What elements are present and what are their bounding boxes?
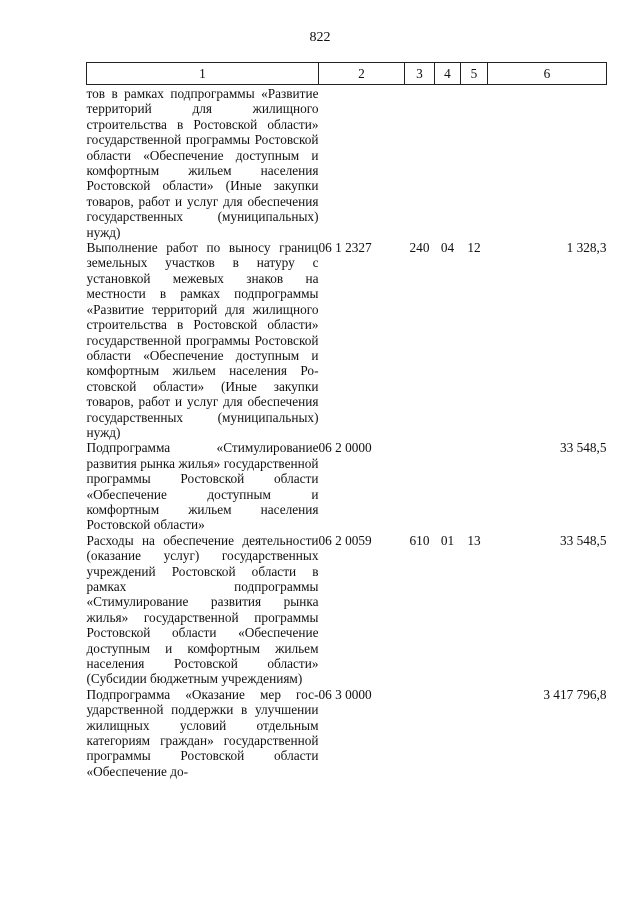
table-row — [87, 440, 607, 532]
row-subsection: 12 — [467, 240, 481, 256]
column-header-1: 1 — [87, 63, 319, 85]
table-row — [87, 533, 607, 687]
row-amount: 33 548,5 — [559, 440, 607, 456]
row-section: 01 — [440, 532, 455, 548]
column-header-3: 3 — [405, 63, 435, 85]
row-subsection — [461, 85, 488, 241]
row-amount: 1 328,3 — [566, 240, 607, 256]
row-expense-type: 610 — [409, 532, 430, 548]
row-target-code: 06 3 0000 — [318, 686, 372, 702]
row-section: 04 — [440, 240, 455, 256]
row-description: Подпрограмма «Оказание мер государственной поддержки в улучшении жилищных условий отдельным категориям граждан» государственной программы Ростовской области «Обеспечение до- — [86, 686, 319, 779]
row-description: Расходы на обеспечение деятельности (оказание услуг) государственных учреждений Ростовской области в рамках подпрограммы «Стимулирование развития рынка жилья» государственной программы Ростовской области «Обеспечение доступным и комфортным жильем населения Ростовской области» (Субсидии бюджетным учреждениям) — [86, 532, 319, 687]
row-target-code — [319, 85, 405, 241]
table-row — [87, 85, 607, 241]
table-row — [87, 240, 607, 440]
row-expense-type — [405, 85, 435, 241]
column-header-4: 4 — [435, 63, 461, 85]
row-target-code: 06 1 2327 — [318, 240, 372, 256]
row-expense-type — [405, 440, 435, 532]
row-description: Подпрограмма «Стимулирование развития рынка жилья» государственной программы Ростовской области «Обеспечение доступным и комфортным жильем населения Ростовской области» — [86, 440, 319, 533]
row-expense-type: 240 — [409, 240, 430, 256]
budget-table — [86, 62, 607, 779]
row-expense-type — [405, 687, 435, 779]
row-section — [435, 85, 461, 241]
row-subsection — [461, 440, 488, 532]
row-section — [435, 687, 461, 779]
row-subsection — [461, 687, 488, 779]
row-description: Выполнение работ по выносу границ земельных участков в натуру с установкой межевых знаков на местности в рамках подпрограммы «Развитие территорий для жилищного строительства в Ростовской области» государственной программы Ростовской области «Обеспечение доступным и комфортным жильем населения Ростовской области» (Иные закупки товаров, работ и услуг для обеспечения государственных (муниципальных) нужд) — [86, 240, 319, 440]
column-header-5: 5 — [461, 63, 488, 85]
row-description: тов в рамках подпрограммы «Развитие территорий для жилищного строительства в Ростовской области» государственной программы Ростовской области «Обеспечение доступным и комфортным жильем населения Ростовской области» (Иные закупки товаров, работ и услуг для обеспечения государственных (муниципальных) нужд) — [86, 86, 319, 240]
row-amount — [488, 85, 607, 241]
page-number: 822 — [309, 30, 331, 45]
table-header-row — [87, 63, 607, 85]
row-target-code: 06 2 0059 — [318, 532, 372, 548]
column-header-6: 6 — [488, 63, 607, 85]
row-amount: 33 548,5 — [559, 532, 607, 548]
column-header-2: 2 — [319, 63, 405, 85]
row-section — [435, 440, 461, 532]
row-amount: 3 417 796,8 — [543, 686, 607, 702]
row-subsection: 13 — [467, 532, 481, 548]
row-target-code: 06 2 0000 — [318, 440, 372, 456]
table-row — [87, 687, 607, 779]
